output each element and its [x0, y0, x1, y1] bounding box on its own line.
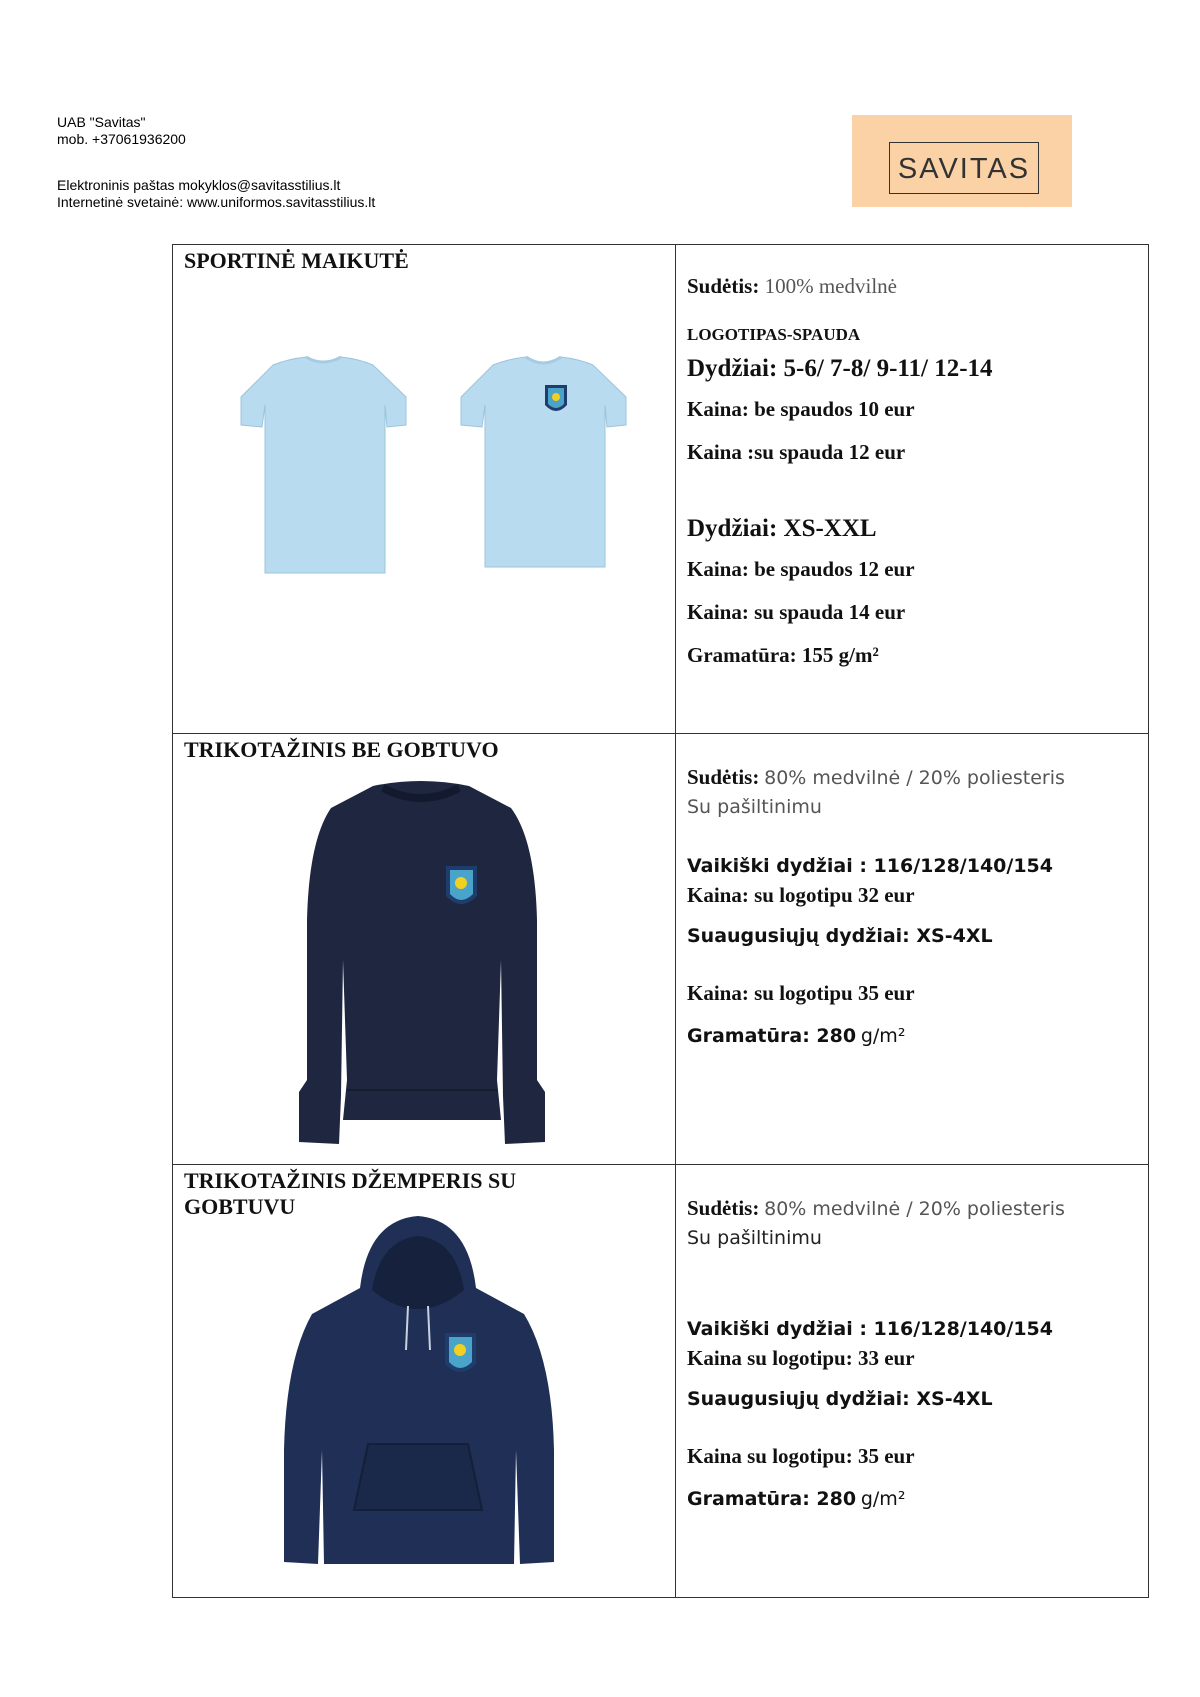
school-crest-icon — [445, 1333, 476, 1372]
weight-unit: g/m² — [860, 1025, 906, 1047]
product-image-cell — [173, 734, 676, 1165]
composition-line — [687, 1194, 1148, 1224]
composition-label: Sudėtis: — [687, 1196, 760, 1220]
tshirt-front-image — [461, 357, 626, 567]
company-contact-header — [57, 114, 375, 211]
composition-value: 80% medvilnė / 20% poliesteris — [764, 1198, 1065, 1220]
product-row-hoodie — [173, 1165, 1149, 1598]
company-name: UAB "Savitas" — [57, 114, 146, 130]
price-kids: Kaina su logotipu: 33 eur — [687, 1346, 915, 1370]
price-adult-plain: Kaina: be spaudos 12 eur — [687, 557, 915, 581]
sizes-kids: Dydžiai: 5-6/ 7-8/ 9-11/ 12-14 — [687, 355, 993, 382]
print-note: LOGOTIPAS-SPAUDA — [687, 325, 861, 344]
composition-value: 80% medvilnė / 20% poliesteris — [764, 767, 1065, 789]
hoodie-image — [268, 1210, 568, 1590]
product-image-cell — [173, 1165, 676, 1598]
product-title-line2: GOBTUVU — [184, 1194, 296, 1219]
sizes-adult: Suaugusiųjų dydžiai: XS-4XL — [687, 1388, 993, 1410]
tshirt-images — [213, 345, 633, 585]
price-adult-print: Kaina: su spauda 14 eur — [687, 600, 906, 624]
sizes-kids: Vaikiški dydžiai : 116/128/140/154 — [687, 1318, 1054, 1340]
weight-label: Gramatūra: 280 — [687, 1488, 857, 1510]
product-title: TRIKOTAŽINIS BE GOBTUVO — [184, 737, 499, 762]
sweatshirt-image — [291, 780, 551, 1155]
sizes-adult: Suaugusiųjų dydžiai: XS-4XL — [687, 925, 993, 947]
school-crest-icon — [446, 866, 477, 904]
product-title: SPORTINĖ MAIKUTĖ — [184, 248, 409, 273]
product-image-cell — [173, 245, 676, 734]
insulation-note: Su pašiltinimu — [687, 1227, 822, 1249]
product-row-sweatshirt — [173, 734, 1149, 1165]
product-info-cell — [676, 1165, 1149, 1598]
product-row-tshirt — [173, 245, 1149, 734]
weight-unit: g/m² — [860, 1488, 906, 1510]
company-phone: mob. +37061936200 — [57, 131, 186, 147]
company-email: Elektroninis paštas mokyklos@savitasstilius.lt — [57, 177, 341, 193]
logo-text: SAVITAS — [897, 153, 1031, 185]
product-title-line1: TRIKOTAŽINIS DŽEMPERIS SU — [184, 1168, 517, 1193]
insulation-note: Su pašiltinimu — [687, 796, 822, 818]
product-table — [172, 244, 1149, 1598]
fabric-weight: Gramatūra: 155 g/m² — [687, 643, 879, 667]
fabric-weight — [687, 1485, 1148, 1514]
logo-frame — [889, 142, 1039, 194]
weight-label: Gramatūra: 280 — [687, 1025, 857, 1047]
composition-line — [687, 763, 1148, 793]
composition-label: Sudėtis: — [687, 274, 760, 298]
tshirt-back-image — [241, 357, 406, 573]
product-info-cell — [676, 734, 1149, 1165]
composition-value: 100% medvilnė — [764, 274, 897, 298]
price-kids-plain: Kaina: be spaudos 10 eur — [687, 397, 915, 421]
price-adult: Kaina su logotipu: 35 eur — [687, 1444, 915, 1468]
price-kids-print: Kaina :su spauda 12 eur — [687, 440, 906, 464]
product-info-cell — [676, 245, 1149, 734]
price-kids: Kaina: su logotipu 32 eur — [687, 883, 915, 907]
fabric-weight — [687, 1022, 1148, 1051]
savitas-logo — [852, 115, 1072, 207]
sizes-kids: Vaikiški dydžiai : 116/128/140/154 — [687, 855, 1054, 877]
composition-label: Sudėtis: — [687, 765, 760, 789]
company-website: Internetinė svetainė: www.uniformos.savitasstilius.lt — [57, 194, 376, 210]
composition-line — [687, 274, 1148, 299]
school-crest-icon — [545, 385, 567, 411]
price-adult: Kaina: su logotipu 35 eur — [687, 981, 915, 1005]
sizes-adult: Dydžiai: XS-XXL — [687, 515, 877, 542]
